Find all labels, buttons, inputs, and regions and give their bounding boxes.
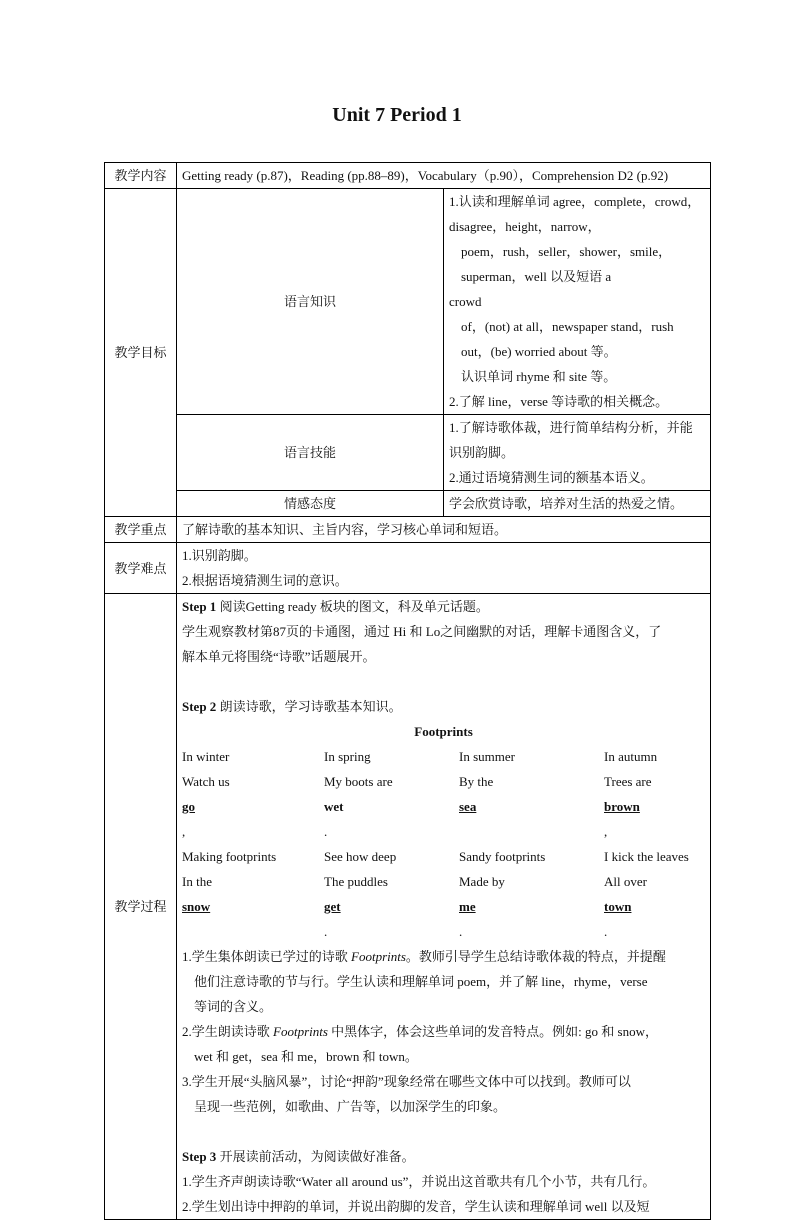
rhyme-word: sea — [459, 799, 477, 814]
objectives-attitude-row — [105, 491, 711, 517]
step2-heading — [182, 694, 705, 719]
skills-line: 2.通过语境猜测生词的额基本语义。 — [449, 470, 654, 485]
poem-cell: In autumn — [604, 749, 658, 764]
poem-cell: I kick the leaves — [604, 849, 689, 864]
key-points-row — [105, 517, 711, 543]
poem-cell: Sandy footprints — [459, 849, 546, 864]
process-label: 教学过程 — [105, 594, 177, 1220]
rhyme-word: snow — [182, 899, 211, 914]
text-run: 1.学生集体朗读已学过的诗歌 — [182, 949, 352, 964]
poem-cell: See how deep — [324, 849, 397, 864]
knowledge-line: poem，rush，seller，shower，smile，superman，well 以及短语 a — [461, 244, 672, 284]
poem-title: Footprints — [414, 724, 473, 739]
objectives-knowledge-row — [105, 189, 711, 415]
poem-cell — [182, 869, 324, 944]
step1-heading — [182, 594, 705, 619]
poem-text: , — [182, 824, 186, 839]
poem-cell: In winter — [182, 749, 230, 764]
rhyme-word: brown — [604, 799, 640, 814]
poem-name: Footprints — [351, 949, 406, 964]
step2-line: 3.学生开展“头脑风暴”，讨论“押韵”现象经常在哪些文体中可以找到。教师可以 — [182, 1074, 631, 1089]
content-row — [105, 163, 711, 189]
difficulty-line: 2.根据语境猜测生词的意识。 — [182, 573, 348, 588]
poem-text: . — [459, 924, 463, 939]
poem-text: The puddles — [324, 874, 388, 889]
process-text — [177, 594, 711, 1220]
language-skills-label: 语言技能 — [177, 415, 444, 491]
step2-title: 朗读诗歌，学习诗歌基本知识。 — [216, 699, 402, 714]
poem-row — [182, 869, 705, 944]
poem-row — [182, 769, 705, 844]
rhyme-word: get — [324, 899, 341, 914]
text-run: 中黑体字，体会这些单词的发音特点。例如: go 和 snow， — [327, 1024, 658, 1039]
page-title: Unit 7 Period 1 — [332, 104, 462, 126]
language-skills-text — [444, 415, 711, 491]
poem-text: . — [324, 924, 328, 939]
step2-line — [182, 944, 705, 969]
skills-line: 1.了解诗歌体裁，进行简单结构分析，并能识别韵脚。 — [449, 420, 693, 460]
step3-head: Step 3 — [182, 1149, 217, 1164]
step2-line: 他们注意诗歌的节与行。学生认读和理解单词 poem，并了解 line，rhyme，verse — [194, 974, 648, 989]
poem-row — [182, 744, 705, 769]
poem-cell: Making footprints — [182, 849, 277, 864]
poem-cell — [324, 769, 459, 844]
language-knowledge-label: 语言知识 — [177, 189, 444, 415]
content-text: Getting ready (p.87)，Reading (pp.88–89)，Vocabulary（p.90），Comprehension D2 (p.92) — [177, 163, 711, 189]
poem-text: Watch us — [182, 774, 230, 789]
text-run: 2.学生朗读诗歌 — [182, 1024, 274, 1039]
poem-cell — [459, 769, 604, 844]
difficulty-line: 1.识别韵脚。 — [182, 548, 257, 563]
knowledge-line: crowd — [449, 294, 482, 309]
text-run: 。教师引导学生总结诗歌体裁的特点，并提醒 — [405, 949, 666, 964]
poem-cell — [604, 769, 704, 844]
objectives-skills-row — [105, 415, 711, 491]
poem-row — [182, 844, 705, 869]
poem-cell — [459, 869, 604, 944]
difficulties-label: 教学难点 — [105, 543, 177, 594]
poem-text: , — [604, 824, 608, 839]
step3-heading — [182, 1144, 705, 1169]
poem-cell — [182, 769, 324, 844]
poem-cell — [324, 869, 459, 944]
attitude-label: 情感态度 — [177, 491, 444, 517]
poem-cell: In spring — [324, 749, 371, 764]
step2-line: 呈现一些范例，如歌曲、广告等，以加深学生的印象。 — [194, 1099, 507, 1114]
knowledge-line: 2.了解 line，verse 等诗歌的相关概念。 — [449, 394, 669, 409]
step2-head: Step 2 — [182, 699, 217, 714]
spacer — [182, 669, 705, 694]
key-points-label: 教学重点 — [105, 517, 177, 543]
step2-line: 等词的含义。 — [194, 999, 273, 1014]
step3-line: 1.学生齐声朗读诗歌“Water all around us”，并说出这首歌共有几个小节，共有几行。 — [182, 1174, 656, 1189]
process-row — [105, 594, 711, 1220]
lesson-plan-table — [104, 162, 711, 1220]
poem-text: . — [604, 924, 608, 939]
poem-text: My boots are — [324, 774, 393, 789]
poem-text: By the — [459, 774, 494, 789]
poem-text: Made by — [459, 874, 505, 889]
language-knowledge-text — [444, 189, 711, 415]
step1-line: 学生观察教材第87页的卡通图，通过 Hi 和 Lo之间幽默的对话，理解卡通图含义，了 — [182, 624, 662, 639]
poem-text: Trees are — [604, 774, 652, 789]
step3-line: 2.学生划出诗中押韵的单词，并说出韵脚的发音，学生认读和理解单词 well 以及短 — [182, 1199, 650, 1214]
step1-title: 阅读Getting ready 板块的图文，科及单元话题。 — [216, 599, 489, 614]
rhyme-word: wet — [324, 799, 344, 814]
difficulties-row — [105, 543, 711, 594]
step1-line: 解本单元将围绕“诗歌”话题展开。 — [182, 649, 376, 664]
poem-cell — [604, 869, 704, 944]
knowledge-line: of，(not) at all，newspaper stand，rush out，(be) worried about 等。 — [461, 319, 674, 359]
poem-text: All over — [604, 874, 647, 889]
rhyme-word: me — [459, 899, 476, 914]
attitude-text: 学会欣赏诗歌，培养对生活的热爱之情。 — [444, 491, 711, 517]
content-label: 教学内容 — [105, 163, 177, 189]
step2-line: wet 和 get，sea 和 me，brown 和 town。 — [194, 1049, 418, 1064]
step2-line — [182, 1019, 705, 1044]
difficulties-text — [177, 543, 711, 594]
objectives-label: 教学目标 — [105, 189, 177, 517]
knowledge-line: 1.认读和理解单词 agree，complete，crowd，disagree，height，narrow， — [449, 194, 701, 234]
key-points-text: 了解诗歌的基本知识、主旨内容，学习核心单词和短语。 — [177, 517, 711, 543]
step1-head: Step 1 — [182, 599, 217, 614]
step3-title: 开展读前活动，为阅读做好准备。 — [216, 1149, 415, 1164]
knowledge-line: 认识单词 rhyme 和 site 等。 — [461, 369, 617, 384]
rhyme-word: town — [604, 899, 632, 914]
poem-cell: In summer — [459, 749, 515, 764]
poem-name: Footprints — [273, 1024, 328, 1039]
rhyme-word: go — [182, 799, 195, 814]
poem-text: . — [324, 824, 328, 839]
poem-text: In the — [182, 874, 212, 889]
